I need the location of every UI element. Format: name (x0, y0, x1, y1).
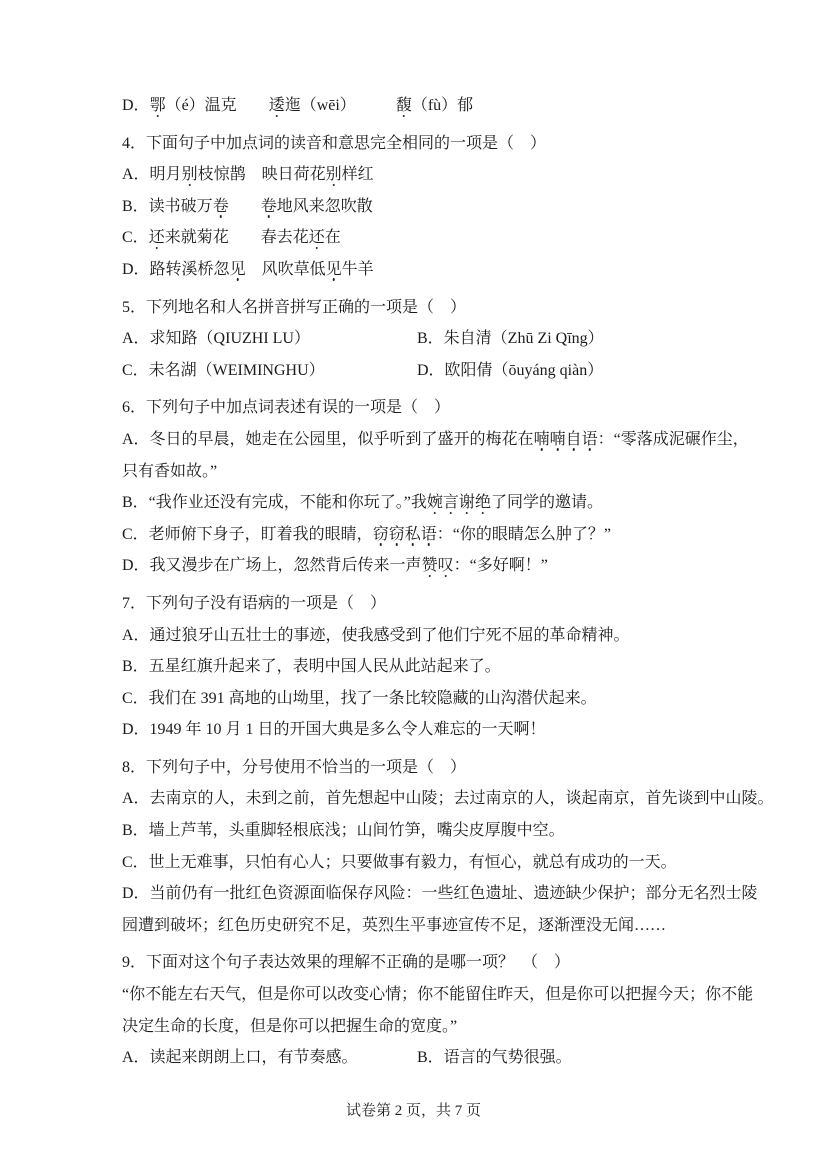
q7-option-d (122, 714, 762, 746)
text-segment: 园遭到破坏；红色历史研究不足，英烈生平事迹宣传不足，逐渐湮没无闻…… (122, 916, 667, 934)
text-segment: D．当前仍有一批红色资源面临保存风险：一些红色遗址、遗迹缺少保护；部分无名烈士陵 (122, 885, 758, 903)
text-segment: C．未名湖（WEIMINGHU） (122, 361, 325, 379)
text-segment: A．读起来朗朗上口，有节奏感。 (122, 1049, 358, 1067)
q4-option-c (122, 222, 762, 254)
text-segment: B．语言的气势很强。 (417, 1049, 572, 1067)
emphasis-char: 言 (442, 494, 459, 512)
emphasis-char: 婉 (426, 494, 443, 512)
text-segment: 枝惊鹊 映日荷花 (197, 166, 326, 184)
text-segment: B．“我作业还没有完成，不能和你玩了。”我 (122, 494, 427, 512)
text-segment: 地风来忽吹散 (276, 197, 373, 215)
q4-stem (122, 128, 762, 160)
document-body (122, 90, 774, 1074)
text-segment: 9．下面对这个句子表达效果的理解不正确的是哪一项？ （ ） (122, 954, 571, 972)
q7-option-c (122, 683, 762, 715)
q5-options-cd-right (417, 355, 603, 387)
page-number-label: 试卷第 2 页，共 7 页 (345, 1103, 481, 1119)
text-segment: B．朱自清（Zhū Zi Qīng） (417, 330, 604, 348)
emphasis-char: 别 (181, 166, 198, 184)
emphasis-char: 语 (420, 525, 437, 543)
emphasis-char: 喃 (533, 430, 550, 448)
text-segment: 6．下列句子中加点词表述有误的一项是（ ） (122, 399, 451, 417)
emphasis-char: 叹 (437, 557, 454, 575)
q9-options-ab-right (417, 1042, 572, 1074)
emphasis-char: 鄂 (149, 97, 166, 114)
text-segment: 风吹草低 (245, 260, 326, 278)
text-segment: 5．下列地名和人名拼音拼写正确的一项是（ ） (122, 298, 467, 316)
q8-stem (122, 752, 762, 784)
text-segment: （fù）郁 (411, 97, 474, 114)
q6-option-c (122, 519, 762, 551)
q4-option-a (122, 159, 762, 191)
q8-option-d (122, 878, 762, 910)
q6-option-a (122, 424, 762, 456)
emphasis-char: 还 (308, 229, 325, 247)
q9-quote-line-1 (122, 979, 762, 1011)
text-segment: 迤（wēi） (284, 97, 396, 114)
text-segment: ：“你的眼睛怎么肿了？” (436, 525, 611, 543)
emphasis-char: 绝 (474, 494, 491, 512)
text-segment: 来就菊花 春去花 (164, 229, 309, 247)
q9-options-ab-left (122, 1042, 417, 1074)
text-segment: B．五星红旗升起来了，表明中国人民从此站起来了。 (122, 658, 501, 676)
text-segment: “你不能左右天气，但是你可以改变心情；你不能留住昨天，但是你可以把握今天；你不能 (122, 986, 754, 1004)
emphasis-char: 窃 (372, 525, 389, 543)
q8-option-d-cont (122, 910, 762, 942)
emphasis-char: 别 (325, 166, 342, 184)
text-segment: （é）温克 (165, 97, 269, 114)
q9-stem (122, 947, 762, 979)
text-segment: D．我又漫步在广场上，忽然背后传来一声 (122, 557, 422, 575)
q8-option-b (122, 815, 762, 847)
emphasis-char: 逶 (268, 97, 285, 114)
text-segment: 决定生命的长度，但是你可以把握生命的宽度。” (122, 1017, 458, 1035)
q5-options-cd-left (122, 355, 417, 387)
emphasis-char: 赞 (421, 557, 438, 575)
q5-options-ab (122, 323, 762, 355)
text-segment: 样红 (341, 166, 374, 184)
q8-option-c (122, 847, 762, 879)
q3-option-d (122, 90, 762, 122)
text-segment (229, 198, 261, 215)
emphasis-char: 卷 (212, 197, 229, 215)
text-segment: 8．下列句子中，分号使用不恰当的一项是（ ） (122, 758, 467, 776)
q8-option-a (122, 783, 774, 815)
emphasis-char: 见 (229, 260, 246, 278)
q9-options-ab (122, 1042, 762, 1074)
text-segment: D．欧阳倩（ōuyáng qiàn） (417, 361, 604, 379)
emphasis-char: 窃 (388, 525, 405, 543)
q5-options-ab-right (417, 323, 604, 355)
text-segment: C．世上无难事，只怕有心人；只要做事有毅力，有恒心，就总有成功的一天。 (122, 853, 677, 871)
q4-option-b (122, 191, 762, 223)
text-segment: D．路转溪桥忽 (122, 260, 230, 278)
text-segment: D． (122, 97, 150, 114)
text-segment: B．墙上芦苇，头重脚轻根底浅；山间竹笋，嘴尖皮厚腹中空。 (122, 822, 565, 840)
text-segment: C． (122, 229, 149, 247)
q6-option-b (122, 487, 762, 519)
emphasis-char: 馥 (395, 97, 412, 114)
q9-quote-line-2 (122, 1011, 762, 1043)
text-segment: 7．下列句子没有语病的一项是（ ） (122, 594, 387, 612)
emphasis-char: 喃 (549, 430, 566, 448)
text-segment: A．通过狼牙山五壮士的事迹，使我感受到了他们宁死不屈的革命精神。 (122, 626, 630, 644)
page-footer (0, 1100, 827, 1122)
q7-option-b (122, 651, 762, 683)
text-segment: A．去南京的人，未到之前，首先想起中山陵；去过南京的人，谈起南京，首先谈到中山陵。 (122, 790, 774, 808)
text-segment: 了同学的邀请。 (490, 494, 603, 512)
emphasis-char: 私 (404, 525, 421, 543)
q5-stem (122, 292, 762, 324)
q4-option-d (122, 254, 762, 286)
text-segment: A．明月 (122, 166, 182, 184)
emphasis-char: 见 (325, 260, 342, 278)
text-segment: ：“多好啊！” (453, 557, 548, 575)
text-segment: C．老师俯下身子，盯着我的眼睛， (122, 525, 373, 543)
emphasis-char: 语 (581, 430, 598, 448)
q5-options-ab-left (122, 323, 417, 355)
text-segment: C．我们在 391 高地的山坳里，找了一条比较隐藏的山沟潜伏起来。 (122, 689, 597, 707)
text-segment: ：“零落成泥碾作尘， (597, 430, 749, 448)
q6-option-d (122, 550, 762, 582)
text-segment: A．冬日的早晨，她走在公园里，似乎听到了盛开的梅花在 (122, 430, 534, 448)
emphasis-char: 谢 (458, 494, 475, 512)
emphasis-char: 自 (565, 430, 582, 448)
q6-option-a-cont (122, 456, 762, 488)
q5-options-cd (122, 355, 762, 387)
text-segment: A．求知路（QIUZHI LU） (122, 330, 310, 348)
text-segment: 4．下面句子中加点词的读音和意思完全相同的一项是（ ） (122, 134, 547, 152)
emphasis-char: 还 (148, 229, 165, 247)
text-segment: B．读书破万 (122, 197, 213, 215)
q6-stem (122, 392, 762, 424)
text-segment: 牛羊 (341, 260, 374, 278)
text-segment: D．1949 年 10 月 1 日的开国大典是多么令人难忘的一天啊！ (122, 721, 546, 739)
q7-option-a (122, 620, 762, 652)
q7-stem (122, 588, 762, 620)
emphasis-char: 卷 (260, 197, 277, 215)
text-segment: 只有香如故。” (122, 462, 218, 480)
text-segment: 在 (324, 229, 341, 247)
